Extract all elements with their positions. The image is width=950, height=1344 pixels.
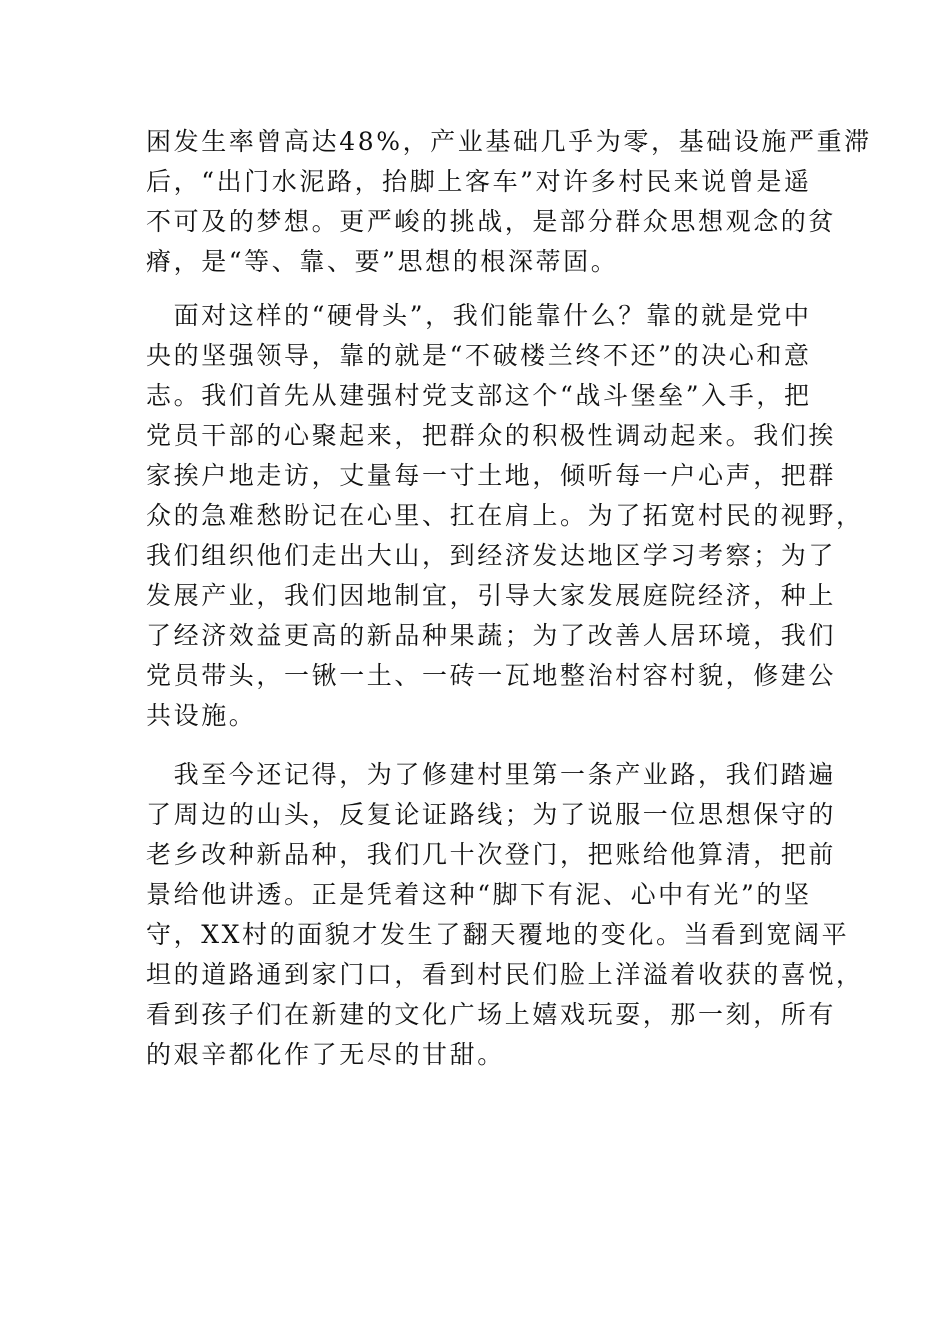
text-line: 老乡改种新品种，我们几十次登门，把账给他算清，把前 [146, 840, 837, 869]
text-line: 家挨户地走访，丈量每一寸土地，倾听每一户心声，把群 [146, 461, 837, 490]
text-line: 不可及的梦想。更严峻的挑战，是部分群众思想观念的贫 [146, 207, 837, 236]
paragraph-memories [146, 755, 864, 1075]
text-line: 了周边的山头，反复论证路线；为了说服一位思想保守的 [146, 800, 837, 829]
text-line: 共设施。 [146, 701, 257, 730]
text-line: 我们组织他们走出大山，到经济发达地区学习考察；为了 [146, 541, 837, 570]
paragraph-facing-challenges [146, 296, 864, 736]
text-line: 志。我们首先从建强村党支部这个“战斗堡垒”入手，把 [146, 381, 812, 410]
paragraph-poverty-background [146, 122, 872, 282]
text-line: 党员带头，一锹一土、一砖一瓦地整治村容村貌，修建公 [146, 661, 837, 690]
text-line: 央的坚强领导，靠的就是“不破楼兰终不还”的决心和意 [146, 341, 812, 370]
text-line: 党员干部的心聚起来，把群众的积极性调动起来。我们挨 [146, 421, 837, 450]
text-line: 面对这样的“硬骨头”，我们能靠什么？靠的就是党中 [146, 301, 812, 330]
text-line: 了经济效益更高的新品种果蔬；为了改善人居环境，我们 [146, 621, 837, 650]
text-line: 困发生率曾高达48%，产业基础几乎为零，基础设施严重滞 [146, 127, 872, 156]
text-line: 守，XX村的面貌才发生了翻天覆地的变化。当看到宽阔平 [146, 920, 850, 949]
text-line: 的艰辛都化作了无尽的甘甜。 [146, 1040, 505, 1069]
text-line: 瘠，是“等、靠、要”思想的根深蒂固。 [146, 247, 619, 276]
text-line: 发展产业，我们因地制宜，引导大家发展庭院经济，种上 [146, 581, 837, 610]
text-line: 看到孩子们在新建的文化广场上嬉戏玩耍，那一刻，所有 [146, 1000, 837, 1029]
text-line: 后，“出门水泥路，抬脚上客车”对许多村民来说曾是遥 [146, 167, 812, 196]
text-line: 景给他讲透。正是凭着这种“脚下有泥、心中有光”的坚 [146, 880, 812, 909]
text-line: 众的急难愁盼记在心里、扛在肩上。为了拓宽村民的视野， [146, 501, 864, 530]
text-line: 我至今还记得，为了修建村里第一条产业路，我们踏遍 [146, 760, 837, 789]
text-line: 坦的道路通到家门口，看到村民们脸上洋溢着收获的喜悦， [146, 960, 864, 989]
